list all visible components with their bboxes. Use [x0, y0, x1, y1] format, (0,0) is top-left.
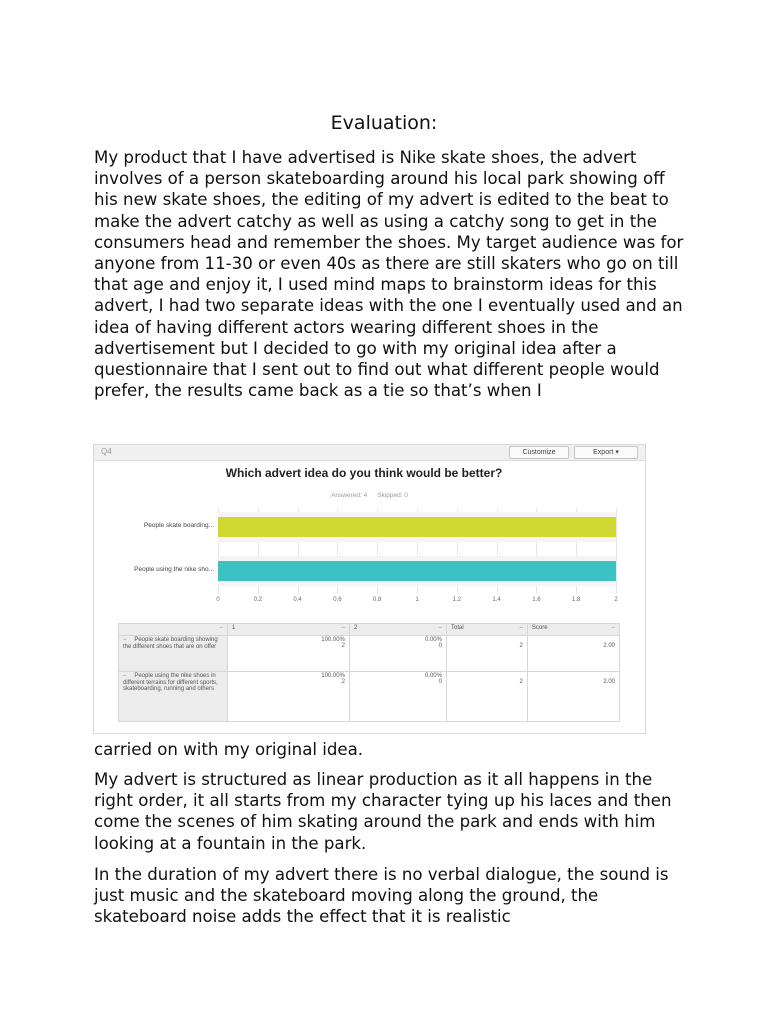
- table-row: [119, 636, 620, 672]
- x-tick-label: 0.8: [373, 597, 382, 603]
- survey-toolbar: [94, 445, 645, 461]
- paragraph-continuation: carried on with my original idea.: [94, 740, 364, 759]
- header-label: 2: [353, 625, 358, 631]
- customize-button[interactable]: Customize: [509, 446, 569, 459]
- x-tick-label: 1.6: [532, 597, 541, 603]
- x-tick-label: 1.8: [572, 597, 581, 603]
- row-label: – People skate boarding showing the different shoes that are on offer: [119, 636, 228, 672]
- results-table: [118, 623, 620, 722]
- x-tick-label: 0.4: [293, 597, 302, 603]
- page-heading: Evaluation:: [330, 112, 438, 134]
- skipped-count: Skipped: 0: [377, 492, 408, 499]
- paragraph-intro: My product that I have advertised is Nike skate shoes, the advert involves of a person skateboarding around his local park showing off his new skate shoes, the editing of my advert is edited to the beat to make the advert catchy as well as using a catchy song to get in the consumers head and remember the shoes. My target audience was for anyone from 11-30 or even 40s as there are still skaters who go on till that age and enjoy it, I used mind maps to brainstorm ideas for this advert, I had two separate ideas with the one I eventually used and an idea of having different actors wearing different shoes in the advertisement but I decided to go with my original idea after a questionnaire that I sent out to find out what different people would prefer, the results came back as a tie so that’s when I: [94, 148, 684, 401]
- x-tick-label: 2: [614, 597, 618, 603]
- response-counts: [94, 492, 645, 499]
- header-label: Score: [531, 625, 548, 631]
- row-label: – People using the nike shoes in different terrains for different sports, skateboarding, running and others: [119, 672, 228, 722]
- cell-total: 2: [446, 636, 527, 672]
- cell-score: 2.00: [527, 636, 619, 672]
- x-tick-label: 0: [216, 597, 220, 603]
- cell-col2: 0.00% 0: [349, 672, 446, 722]
- bar-category-2: [218, 561, 616, 581]
- answered-count: Answered: 4: [331, 492, 368, 499]
- chart-title: Which advert idea do you think would be better?: [225, 466, 503, 480]
- question-number: Q4: [101, 447, 112, 456]
- table-header-row: [119, 624, 620, 636]
- table-header-2[interactable]: 2 –: [349, 624, 446, 636]
- bar-label-1: People skate boarding...: [143, 522, 214, 529]
- cell-col2: 0.00% 0: [349, 636, 446, 672]
- x-tick-label: 1.2: [452, 597, 461, 603]
- paragraph-sound: In the duration of my advert there is no verbal dialogue, the sound is just music and the skateboard moving along the ground, the skateboard noise adds the effect that it is realistic: [94, 865, 669, 927]
- survey-results-screenshot: [93, 444, 646, 734]
- table-header-blank: –: [119, 624, 228, 636]
- bar-label-2: People using the nike sho...: [134, 566, 214, 573]
- cell-score: 2.00: [527, 672, 619, 722]
- header-label: Total: [450, 625, 464, 631]
- bar-category-1: [218, 517, 616, 537]
- cell-total: 2: [446, 672, 527, 722]
- x-tick-label: 1.4: [492, 597, 501, 603]
- table-header-1[interactable]: 1 –: [228, 624, 350, 636]
- x-tick-label: 0.6: [333, 597, 342, 603]
- paragraph-structure: My advert is structured as linear production as it all happens in the right order, it all starts from my character tying up his laces and then come the scenes of him skating around the park and ends with him looking at a fountain in the park.: [94, 770, 672, 853]
- table-row: [119, 672, 620, 722]
- x-tick-label: 1: [415, 597, 419, 603]
- x-tick-label: 0.2: [253, 597, 262, 603]
- gridline: [616, 508, 617, 594]
- table-header-score[interactable]: Score –: [527, 624, 619, 636]
- table-header-total[interactable]: Total –: [446, 624, 527, 636]
- cell-col1: 100.00% 2: [228, 636, 350, 672]
- cell-col1: 100.00% 2: [228, 672, 350, 722]
- export-button[interactable]: Export ▾: [574, 446, 638, 459]
- header-label: 1: [232, 625, 236, 631]
